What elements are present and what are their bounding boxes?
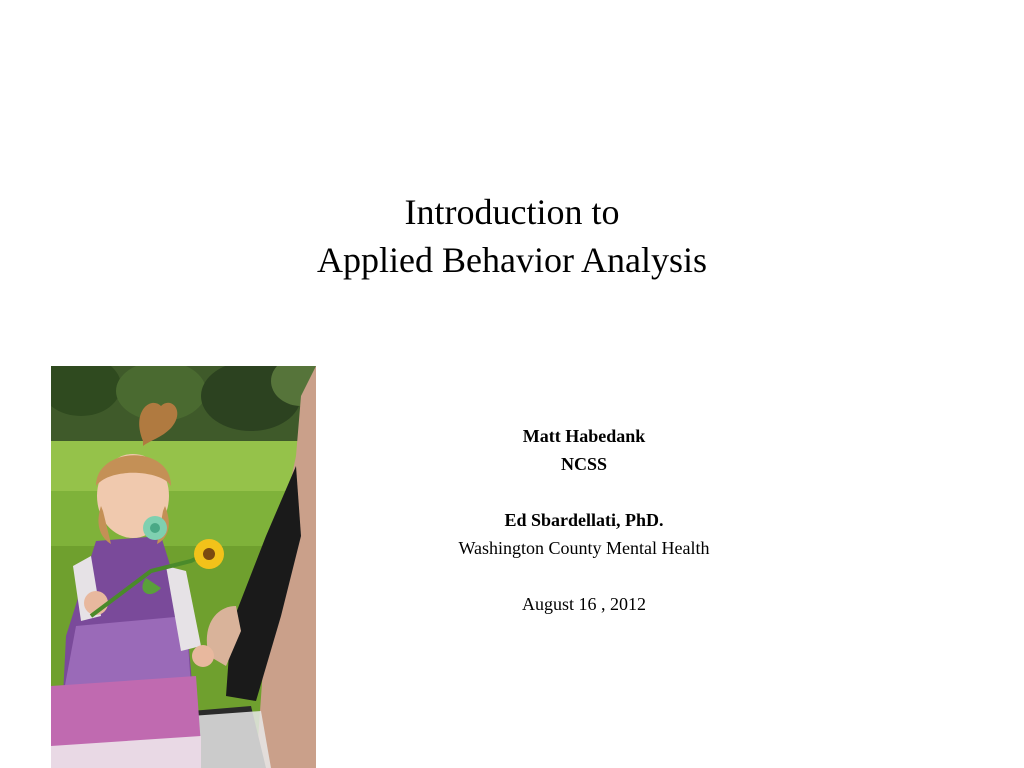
spacer bbox=[384, 478, 784, 506]
title-line-1: Introduction to bbox=[404, 192, 620, 232]
presentation-date: August 16 , 2012 bbox=[521, 594, 646, 614]
presenter-1-name: Matt Habedank bbox=[522, 426, 646, 446]
presenter-2-name: Ed Sbardellati, PhD. bbox=[504, 510, 664, 530]
presenter-1-org: NCSS bbox=[560, 454, 608, 474]
toddler-sunflower-photo bbox=[51, 366, 316, 768]
slide-title bbox=[0, 188, 1024, 284]
presenter-2-org: Washington County Mental Health bbox=[458, 538, 710, 558]
presenter-info bbox=[384, 422, 784, 618]
spacer bbox=[384, 562, 784, 590]
title-line-2: Applied Behavior Analysis bbox=[317, 240, 707, 280]
